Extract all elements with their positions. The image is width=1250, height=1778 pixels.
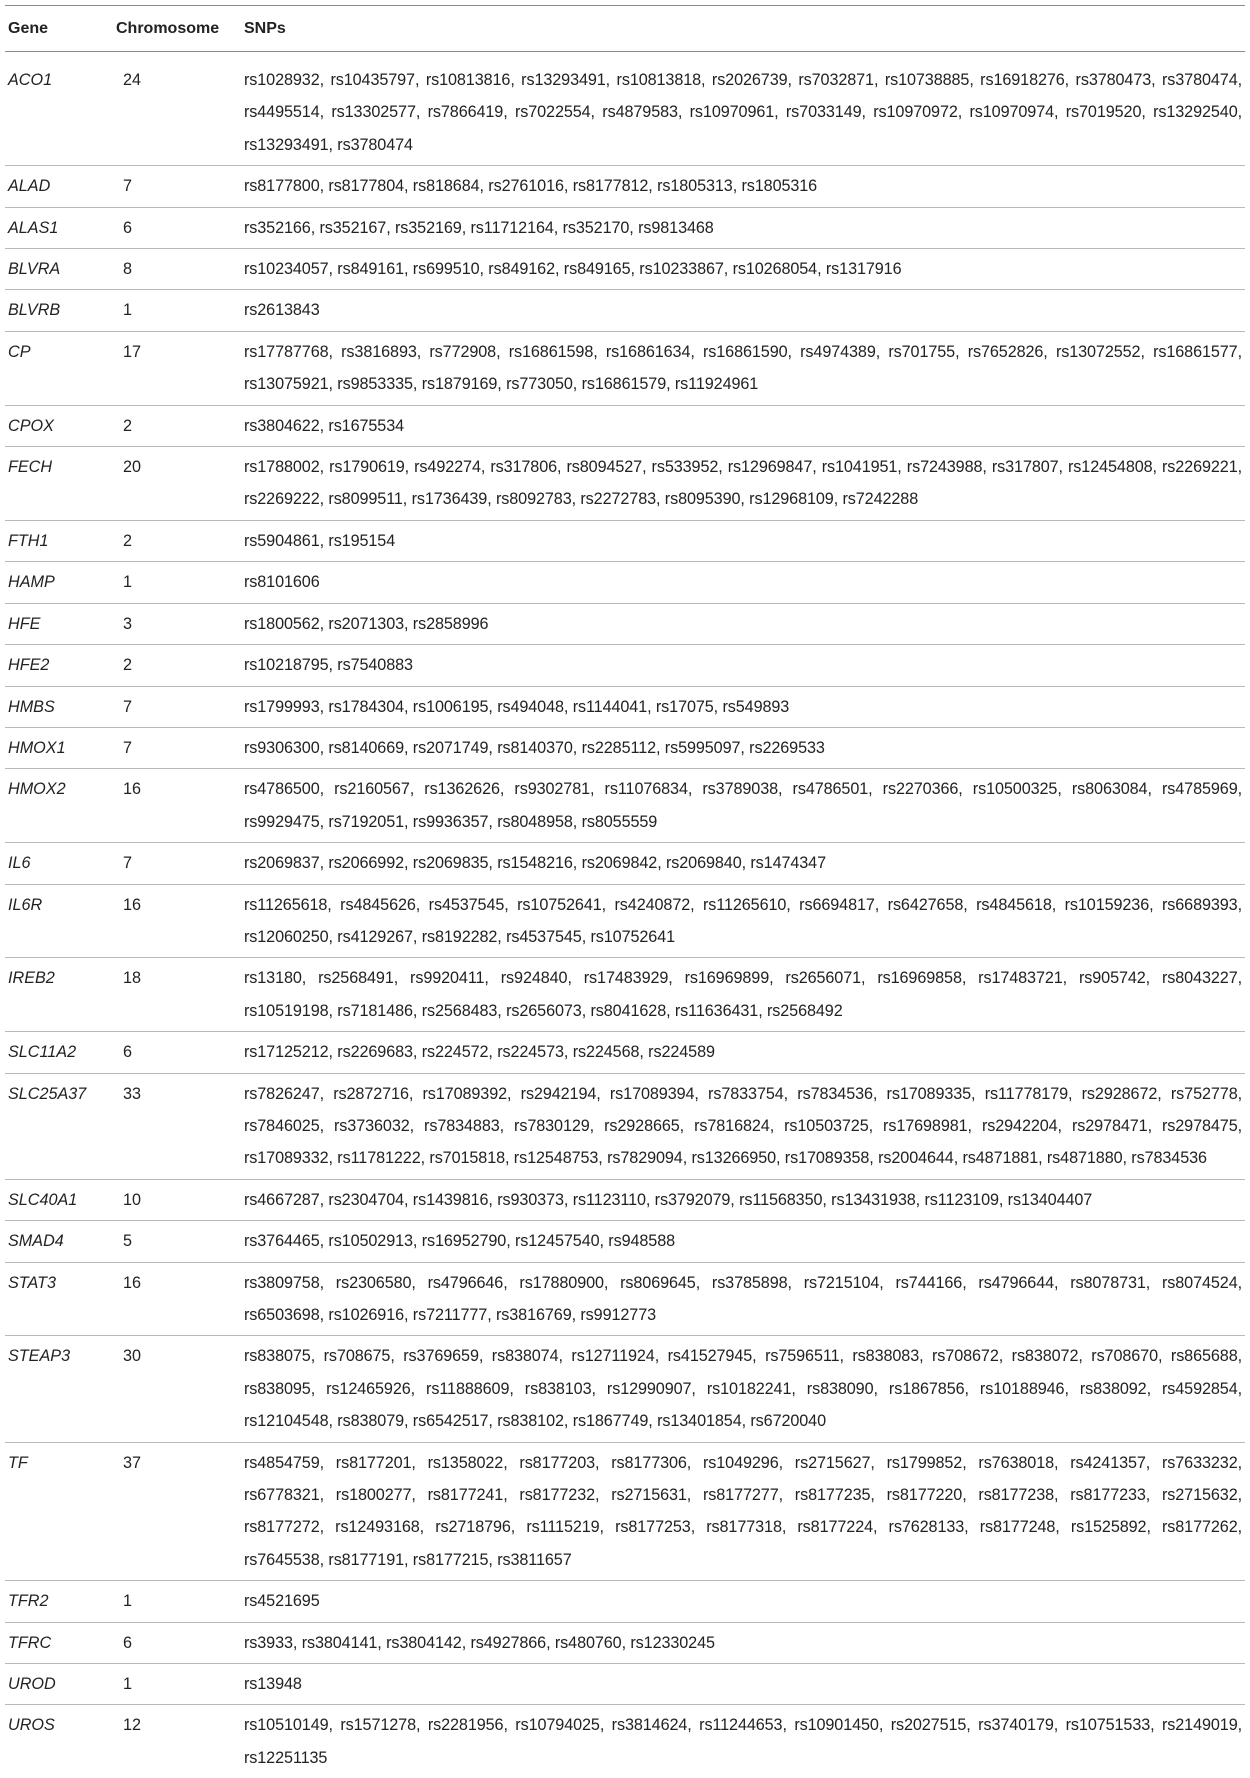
gene-cell: UROD [5,1664,113,1705]
gene-cell: BLVRA [5,249,113,290]
chromosome-cell: 7 [113,727,241,768]
table-row [5,405,1245,446]
table-row [5,1664,1245,1705]
gene-cell: SMAD4 [5,1221,113,1262]
snps-cell: rs838075, rs708675, rs3769659, rs838074, rs12711924, rs41527945, rs7596511, rs838083, rs708672, rs838072, rs708670, rs865688, rs838095, rs12465926, rs11888609, rs838103, rs12990907, rs10182241, rs838090, rs1867856, rs10188946, rs838092, rs4592854, rs12104548, rs838079, rs6542517, rs838102, rs1867749, rs13401854, rs6720040 [241,1336,1245,1442]
chromosome-cell: 7 [113,686,241,727]
chromosome-cell: 6 [113,1032,241,1073]
gene-cell: TFRC [5,1622,113,1663]
gene-cell: ALAD [5,166,113,207]
snps-cell: rs10234057, rs849161, rs699510, rs849162, rs849165, rs10233867, rs10268054, rs1317916 [241,249,1245,290]
snps-cell: rs4667287, rs2304704, rs1439816, rs930373, rs1123110, rs3792079, rs11568350, rs13431938, rs1123109, rs13404407 [241,1179,1245,1220]
snps-cell: rs10218795, rs7540883 [241,645,1245,686]
snps-cell: rs17125212, rs2269683, rs224572, rs224573, rs224568, rs224589 [241,1032,1245,1073]
snps-cell: rs11265618, rs4845626, rs4537545, rs10752641, rs4240872, rs11265610, rs6694817, rs6427658, rs4845618, rs10159236, rs6689393, rs12060250, rs4129267, rs8192282, rs4537545, rs10752641 [241,884,1245,958]
table-row [5,1032,1245,1073]
table-row [5,843,1245,884]
table-row [5,207,1245,248]
table-row [5,447,1245,521]
table-row [5,1073,1245,1179]
snps-cell: rs1788002, rs1790619, rs492274, rs317806, rs8094527, rs533952, rs12969847, rs1041951, rs7243988, rs317807, rs12454808, rs2269221, rs2269222, rs8099511, rs1736439, rs8092783, rs2272783, rs8095390, rs12968109, rs7242288 [241,447,1245,521]
table-row [5,645,1245,686]
snps-cell: rs3764465, rs10502913, rs16952790, rs12457540, rs948588 [241,1221,1245,1262]
gene-cell: STEAP3 [5,1336,113,1442]
gene-cell: TFR2 [5,1581,113,1622]
snps-cell: rs4521695 [241,1581,1245,1622]
header-gene: Gene [5,6,113,52]
gene-cell: FECH [5,447,113,521]
table-row [5,727,1245,768]
gene-cell: UROS [5,1705,113,1778]
chromosome-cell: 16 [113,769,241,843]
table-row [5,1581,1245,1622]
gene-cell: SLC11A2 [5,1032,113,1073]
gene-cell: IREB2 [5,958,113,1032]
header-chromosome: Chromosome [113,6,241,52]
table-row [5,1262,1245,1336]
table-header [5,6,1245,52]
snps-cell: rs4786500, rs2160567, rs1362626, rs9302781, rs11076834, rs3789038, rs4786501, rs2270366, rs10500325, rs8063084, rs4785969, rs9929475, rs7192051, rs9936357, rs8048958, rs8055559 [241,769,1245,843]
gene-cell: ALAS1 [5,207,113,248]
gene-cell: HFE2 [5,645,113,686]
snps-cell: rs3809758, rs2306580, rs4796646, rs17880900, rs8069645, rs3785898, rs7215104, rs744166, rs4796644, rs8078731, rs8074524, rs6503698, rs1026916, rs7211777, rs3816769, rs9912773 [241,1262,1245,1336]
table-row [5,1705,1245,1778]
chromosome-cell: 1 [113,562,241,603]
snps-cell: rs9306300, rs8140669, rs2071749, rs8140370, rs2285112, rs5995097, rs2269533 [241,727,1245,768]
chromosome-cell: 6 [113,207,241,248]
table-row [5,884,1245,958]
snps-cell: rs2613843 [241,290,1245,331]
chromosome-cell: 16 [113,1262,241,1336]
gene-cell: STAT3 [5,1262,113,1336]
table-row [5,52,1245,166]
snps-cell: rs1028932, rs10435797, rs10813816, rs13293491, rs10813818, rs2026739, rs7032871, rs10738885, rs16918276, rs3780473, rs3780474, rs4495514, rs13302577, rs7866419, rs7022554, rs4879583, rs10970961, rs7033149, rs10970972, rs10970974, rs7019520, rs13292540, rs13293491, rs3780474 [241,52,1245,166]
chromosome-cell: 33 [113,1073,241,1179]
snps-cell: rs10510149, rs1571278, rs2281956, rs10794025, rs3814624, rs11244653, rs10901450, rs2027515, rs3740179, rs10751533, rs2149019, rs12251135 [241,1705,1245,1778]
gene-cell: IL6 [5,843,113,884]
gene-cell: ACO1 [5,52,113,166]
snps-cell: rs8177800, rs8177804, rs818684, rs2761016, rs8177812, rs1805313, rs1805316 [241,166,1245,207]
table-row [5,249,1245,290]
chromosome-cell: 16 [113,884,241,958]
snps-cell: rs3804622, rs1675534 [241,405,1245,446]
gene-cell: HAMP [5,562,113,603]
snps-cell: rs1799993, rs1784304, rs1006195, rs494048, rs1144041, rs17075, rs549893 [241,686,1245,727]
gene-cell: HMOX1 [5,727,113,768]
table-row [5,1221,1245,1262]
gene-cell: HFE [5,603,113,644]
chromosome-cell: 1 [113,1581,241,1622]
chromosome-cell: 5 [113,1221,241,1262]
gene-snp-table [5,5,1245,1778]
table-row [5,603,1245,644]
chromosome-cell: 1 [113,290,241,331]
snps-cell: rs13948 [241,1664,1245,1705]
gene-cell: HMBS [5,686,113,727]
chromosome-cell: 24 [113,52,241,166]
snp-table-container [5,5,1245,1778]
snps-cell: rs17787768, rs3816893, rs772908, rs16861598, rs16861634, rs16861590, rs4974389, rs701755, rs7652826, rs13072552, rs16861577, rs13075921, rs9853335, rs1879169, rs773050, rs16861579, rs11924961 [241,331,1245,405]
table-row [5,686,1245,727]
table-row [5,331,1245,405]
chromosome-cell: 20 [113,447,241,521]
table-row [5,1442,1245,1581]
chromosome-cell: 8 [113,249,241,290]
gene-cell: HMOX2 [5,769,113,843]
chromosome-cell: 12 [113,1705,241,1778]
gene-cell: SLC25A37 [5,1073,113,1179]
gene-cell: FTH1 [5,520,113,561]
snps-cell: rs13180, rs2568491, rs9920411, rs924840, rs17483929, rs16969899, rs2656071, rs16969858, rs17483721, rs905742, rs8043227, rs10519198, rs7181486, rs2568483, rs2656073, rs8041628, rs11636431, rs2568492 [241,958,1245,1032]
snps-cell: rs4854759, rs8177201, rs1358022, rs8177203, rs8177306, rs1049296, rs2715627, rs1799852, rs7638018, rs4241357, rs7633232, rs6778321, rs1800277, rs8177241, rs8177232, rs2715631, rs8177277, rs8177235, rs8177220, rs8177238, rs8177233, rs2715632, rs8177272, rs12493168, rs2718796, rs1115219, rs8177253, rs8177318, rs8177224, rs7628133, rs8177248, rs1525892, rs8177262, rs7645538, rs8177191, rs8177215, rs3811657 [241,1442,1245,1581]
table-body [5,52,1245,1778]
gene-cell: IL6R [5,884,113,958]
chromosome-cell: 18 [113,958,241,1032]
chromosome-cell: 7 [113,166,241,207]
table-row [5,520,1245,561]
snps-cell: rs1800562, rs2071303, rs2858996 [241,603,1245,644]
chromosome-cell: 17 [113,331,241,405]
table-row [5,769,1245,843]
table-row [5,1336,1245,1442]
gene-cell: SLC40A1 [5,1179,113,1220]
chromosome-cell: 2 [113,520,241,561]
chromosome-cell: 7 [113,843,241,884]
snps-cell: rs8101606 [241,562,1245,603]
snps-cell: rs5904861, rs195154 [241,520,1245,561]
table-row [5,290,1245,331]
table-row [5,562,1245,603]
chromosome-cell: 2 [113,645,241,686]
snps-cell: rs7826247, rs2872716, rs17089392, rs2942194, rs17089394, rs7833754, rs7834536, rs17089335, rs11778179, rs2928672, rs752778, rs7846025, rs3736032, rs7834883, rs7830129, rs2928665, rs7816824, rs10503725, rs17698981, rs2942204, rs2978471, rs2978475, rs17089332, rs11781222, rs7015818, rs12548753, rs7829094, rs13266950, rs17089358, rs2004644, rs4871881, rs4871880, rs7834536 [241,1073,1245,1179]
snps-cell: rs3933, rs3804141, rs3804142, rs4927866, rs480760, rs12330245 [241,1622,1245,1663]
gene-cell: BLVRB [5,290,113,331]
snps-cell: rs2069837, rs2066992, rs2069835, rs1548216, rs2069842, rs2069840, rs1474347 [241,843,1245,884]
gene-cell: CP [5,331,113,405]
table-row [5,1622,1245,1663]
chromosome-cell: 37 [113,1442,241,1581]
chromosome-cell: 2 [113,405,241,446]
chromosome-cell: 30 [113,1336,241,1442]
header-snps: SNPs [241,6,1245,52]
chromosome-cell: 6 [113,1622,241,1663]
header-row [5,6,1245,52]
table-row [5,1179,1245,1220]
table-row [5,958,1245,1032]
snps-cell: rs352166, rs352167, rs352169, rs11712164, rs352170, rs9813468 [241,207,1245,248]
gene-cell: CPOX [5,405,113,446]
chromosome-cell: 10 [113,1179,241,1220]
chromosome-cell: 1 [113,1664,241,1705]
chromosome-cell: 3 [113,603,241,644]
gene-cell: TF [5,1442,113,1581]
table-row [5,166,1245,207]
